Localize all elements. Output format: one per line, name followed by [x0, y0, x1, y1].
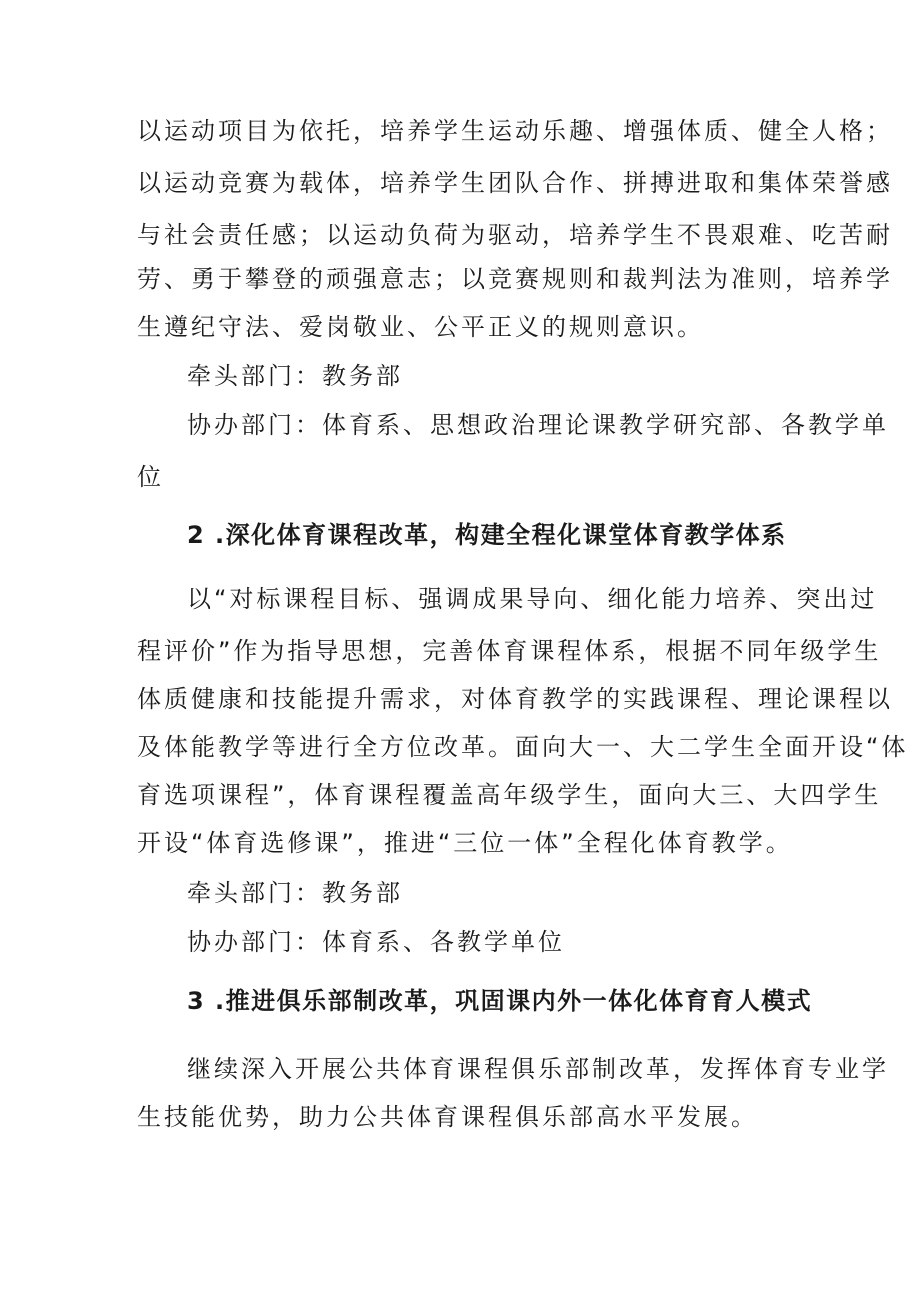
paragraph-line: 以“对标课程目标、强调成果导向、细化能力培养、突出过 — [187, 585, 878, 613]
paragraph-line: 生遵纪守法、爱岗敬业、公平正义的规则意识。 — [137, 313, 704, 341]
assist-department: 协办部门：体育系、思想政治理论课教学研究部、各教学单 — [187, 411, 889, 439]
paragraph-line: 开设“体育选修课”，推进“三位一体”全程化体育教学。 — [137, 829, 793, 857]
lead-department: 牵头部门：教务部 — [187, 879, 403, 907]
paragraph-line: 体质健康和技能提升需求，对体育教学的实践课程、理论课程以 — [137, 685, 893, 713]
paragraph-line: 与社会责任感；以运动负荷为驱动，培养学生不畏艰难、吃苦耐 — [137, 221, 893, 249]
paragraph-line: 及体能教学等进行全方位改革。面向大一、大二学生全面开设“体 — [137, 733, 909, 761]
paragraph-line: 育选项课程”，体育课程覆盖高年级学生，面向大三、大四学生 — [137, 781, 882, 809]
paragraph-line: 以运动竞赛为载体，培养学生团队合作、拼搏进取和集体荣誉感 — [137, 169, 893, 197]
paragraph-line: 程评价”作为指导思想，完善体育课程体系，根据不同年级学生 — [137, 637, 882, 665]
paragraph-line: 继续深入开展公共体育课程俱乐部制改革，发挥体育专业学 — [187, 1055, 889, 1083]
section-heading: 3 .推进俱乐部制改革，巩固课内外一体化体育育人模式 — [187, 987, 813, 1015]
paragraph-line: 劳、勇于攀登的顽强意志；以竞赛规则和裁判法为准则，培养学 — [137, 265, 893, 293]
paragraph-line: 以运动项目为依托，培养学生运动乐趣、增强体质、健全人格； — [137, 117, 893, 145]
assist-department: 协办部门：体育系、各教学单位 — [187, 928, 565, 956]
section-heading: 2 .深化体育课程改革，构建全程化课堂体育教学体系 — [187, 521, 787, 549]
assist-department-continued: 位 — [137, 463, 164, 491]
lead-department: 牵头部门：教务部 — [187, 362, 403, 390]
paragraph-line: 生技能优势，助力公共体育课程俱乐部高水平发展。 — [137, 1103, 758, 1131]
